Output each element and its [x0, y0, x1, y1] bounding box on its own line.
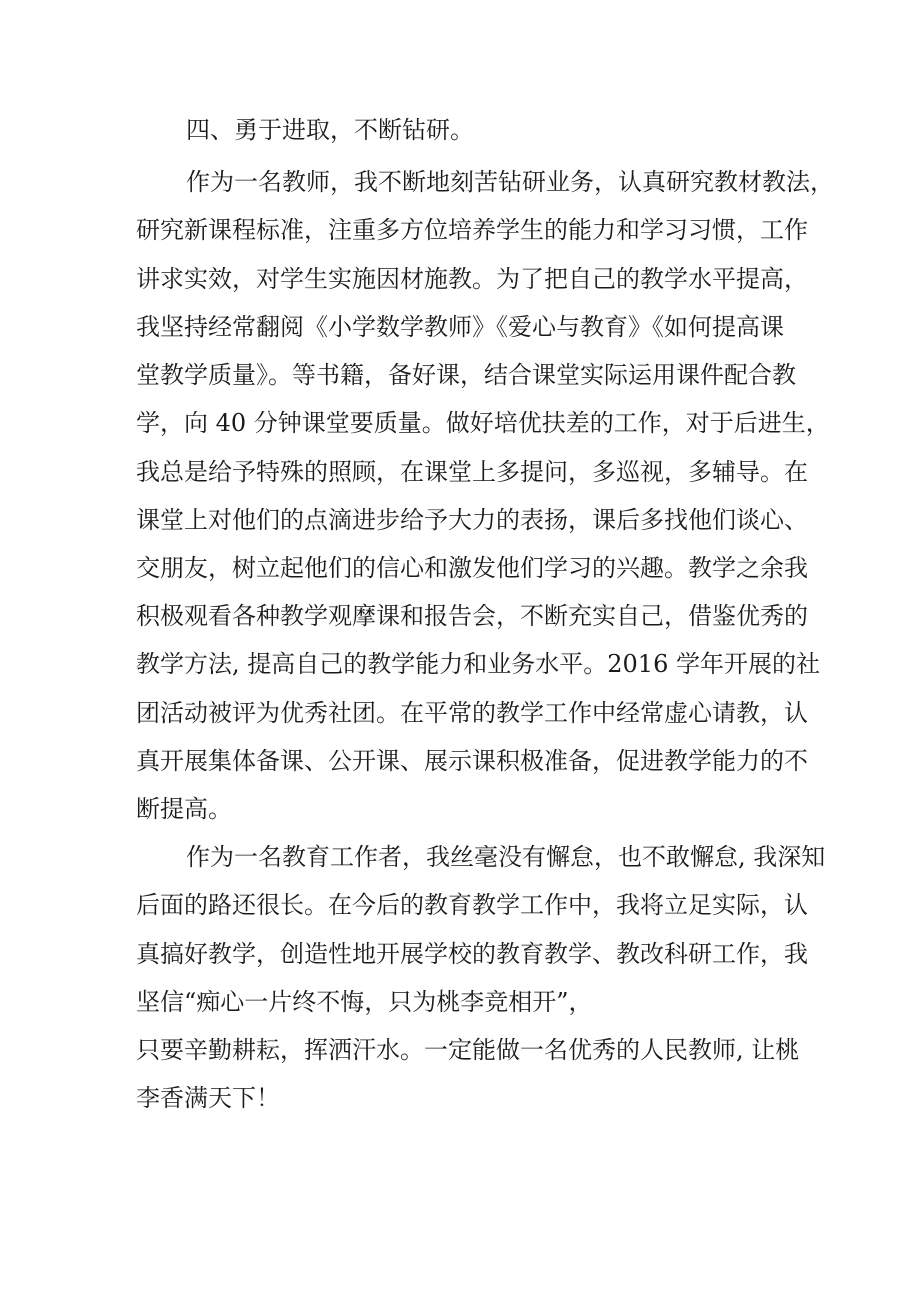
text-line: 坚信“痴心一片终不悔，只为桃李竞相开”，	[136, 988, 593, 1016]
text-line: 我坚持经常翻阅《小学数学教师》《爱心与教育》《如何提高课	[136, 313, 784, 341]
text-line: 作为一名教师，我不断地刻苦钻研业务，认真研究教材教法，	[186, 168, 834, 196]
text-line: 真搞好教学，创造性地开展学校的教育教学、教改科研工作，我	[136, 940, 808, 968]
text-line: 堂教学质量》。等书籍，备好课，结合课堂实际运用课件配合教	[136, 361, 796, 389]
text-line: 研究新课程标准，注重多方位培养学生的能力和学习习惯，工作	[136, 216, 808, 244]
text-line: 课堂上对他们的点滴进步给予大力的表扬，课后多找他们谈心、	[136, 506, 808, 534]
text-line: 教学方法, 提高自己的教学能力和业务水平。2016 学年开展的社	[136, 650, 820, 678]
text-line: 交朋友，树立起他们的信心和激发他们学习的兴趣。教学之余我	[136, 554, 808, 582]
text-line: 我总是给予特殊的照顾，在课堂上多提问，多巡视，多辅导。在	[136, 458, 808, 486]
text-line: 李香满天下！	[136, 1084, 280, 1112]
text-line: 只要辛勤耕耘，挥洒汗水。一定能做一名优秀的人民教师, 让桃	[136, 1036, 800, 1064]
text-line: 作为一名教育工作者，我丝毫没有懈怠，也不敢懈怠, 我深知	[186, 843, 826, 871]
text-line: 积极观看各种教学观摩课和报告会，不断充实自己，借鉴优秀的	[136, 602, 808, 630]
text-line: 断提高。	[136, 795, 232, 823]
text-line: 学，向 40 分钟课堂要质量。做好培优扶差的工作，对于后进生，	[136, 409, 830, 437]
text-line: 后面的路还很长。在今后的教育教学工作中，我将立足实际，认	[136, 891, 808, 919]
text-line: 团活动被评为优秀社团。在平常的教学工作中经常虚心请教，认	[136, 699, 808, 727]
text-line: 真开展集体备课、公开课、展示课积极准备，促进教学能力的不	[136, 747, 808, 775]
section-heading: 四、勇于进取，不断钻研。	[186, 116, 474, 144]
text-line: 讲求实效，对学生实施因材施教。为了把自己的教学水平提高，	[136, 265, 808, 293]
